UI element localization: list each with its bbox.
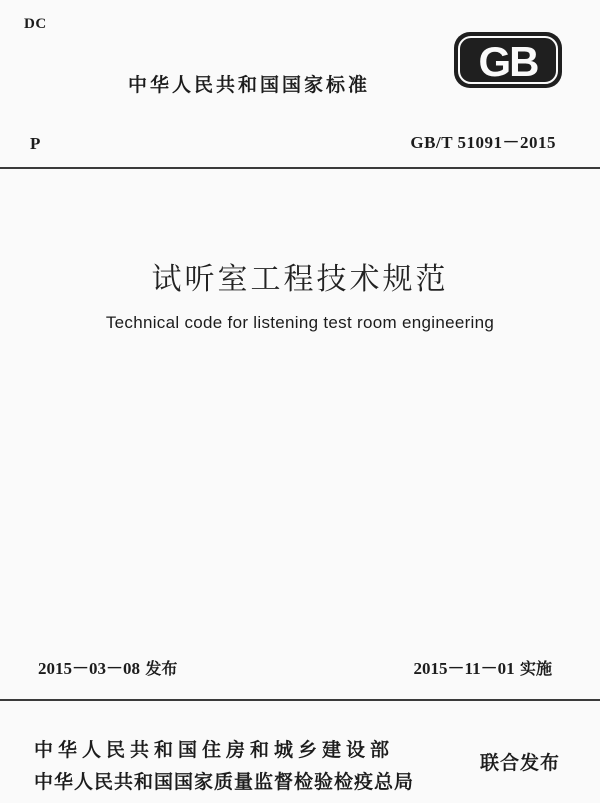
- udc-label: DC: [24, 16, 47, 32]
- implement-date: 2015－11－01: [413, 659, 515, 678]
- standard-number: GB/T 51091－2015: [410, 133, 556, 152]
- title-english: Technical code for listening test room engineering: [105, 313, 495, 332]
- title-chinese: 试听室工程技术规范: [151, 262, 449, 297]
- standard-type: 中华人民共和国国家标准: [128, 74, 371, 96]
- gb-logo: [452, 30, 564, 90]
- bottom-divider: [0, 699, 600, 701]
- gb-logo-text: GB: [478, 38, 538, 85]
- implement-label: 实施: [519, 659, 552, 678]
- ccs-label: P: [30, 134, 41, 153]
- issue-date: 2015－03－08: [38, 659, 140, 678]
- implement-line: [414, 654, 552, 679]
- top-divider: [0, 167, 600, 169]
- issuer-line-2: 中华人民共和国国家质量监督检验检疫总局: [34, 771, 415, 793]
- joint-issue-label: 联合发布: [480, 752, 561, 774]
- issue-line: [38, 654, 177, 679]
- issue-label: 发布: [145, 659, 178, 678]
- issuer-line-1: 中华人民共和国住房和城乡建设部: [34, 739, 395, 761]
